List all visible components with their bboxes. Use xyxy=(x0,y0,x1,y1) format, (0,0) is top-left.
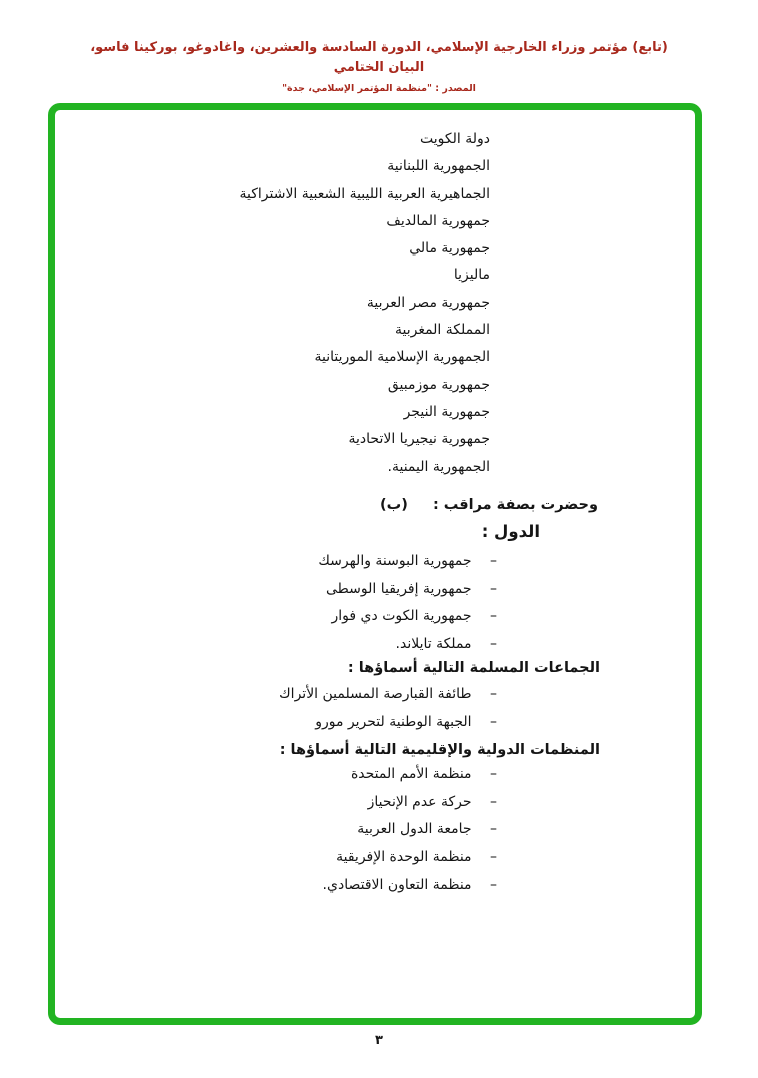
dash-bullet: – xyxy=(490,608,497,625)
observer-section-header xyxy=(380,492,598,518)
list-item: – طائفة القبارصة المسلمين الأتراك xyxy=(279,681,497,709)
member-state-item: الجمهورية اللبنانية xyxy=(387,158,490,175)
list-item: – مملكة تايلاند. xyxy=(318,631,497,659)
dash-bullet: – xyxy=(490,636,497,653)
list-item: – منظمة الوحدة الإفريقية xyxy=(323,844,497,872)
list-item: – منظمة الأمم المتحدة xyxy=(323,761,497,789)
observer-item-marker: (ب) xyxy=(380,497,408,513)
dash-bullet: – xyxy=(490,849,497,866)
organizations-heading: المنظمات الدولية والإقليمية التالية أسماؤها : xyxy=(279,742,600,758)
dash-bullet: – xyxy=(490,793,497,810)
header-title: (تابع) مؤتمر وزراء الخارجية الإسلامي، الدورة السادسة والعشرين، واغادوغو، بوركينا فاسو، البيان الختامي xyxy=(90,40,668,75)
dash-bullet: – xyxy=(490,766,497,782)
page-number: ٣ xyxy=(375,1033,383,1048)
list-item: – منظمة التعاون الاقتصادي. xyxy=(323,872,497,900)
list-item: – جامعة الدول العربية xyxy=(323,816,497,844)
member-state-item: جمهورية المالديف xyxy=(386,212,490,229)
member-state-item: الجمهورية اليمنية. xyxy=(387,458,490,475)
document-header xyxy=(0,38,758,94)
dash-bullet: – xyxy=(490,580,497,597)
list-item: – جمهورية الكوت دي فوار xyxy=(318,603,497,631)
member-state-item: ماليزيا xyxy=(453,267,490,284)
member-state-item: جمهورية مالي xyxy=(409,240,490,257)
member-state-item: جمهورية مصر العربية xyxy=(366,294,490,311)
states-group-heading: الدول : xyxy=(481,522,540,541)
muslim-groups-list xyxy=(279,681,497,736)
list-item: – جمهورية البوسنة والهرسك xyxy=(318,548,497,576)
organizations-list xyxy=(323,761,497,900)
member-state-item: المملكة المغربية xyxy=(394,322,490,339)
dash-bullet: – xyxy=(490,553,497,569)
header-source: المصدر : "منظمة المؤتمر الإسلامي، جدة" xyxy=(282,83,476,94)
dash-bullet: – xyxy=(490,686,497,702)
member-states-list xyxy=(239,126,490,481)
observer-title: وحضرت بصفة مراقب : xyxy=(432,497,598,513)
member-state-item: جمهورية نيجيريا الاتحادية xyxy=(348,431,490,448)
member-state-item: الجمهورية الإسلامية الموريتانية xyxy=(314,349,490,366)
member-state-item: دولة الكويت xyxy=(420,131,490,147)
member-state-item: جمهورية موزمبيق xyxy=(387,376,490,393)
member-state-item: الجماهيرية العربية الليبية الشعبية الاشتراكية xyxy=(239,185,490,202)
dash-bullet: – xyxy=(490,713,497,730)
list-item: – جمهورية إفريقيا الوسطى xyxy=(318,576,497,604)
muslim-groups-heading: الجماعات المسلمة التالية أسماؤها : xyxy=(347,660,600,676)
member-state-item: جمهورية النيجر xyxy=(403,403,490,420)
list-item: – حركة عدم الإنحياز xyxy=(323,789,497,817)
observer-states-list xyxy=(318,548,497,659)
dash-bullet: – xyxy=(490,876,497,893)
list-item: – الجبهة الوطنية لتحرير مورو xyxy=(279,709,497,737)
dash-bullet: – xyxy=(490,821,497,838)
